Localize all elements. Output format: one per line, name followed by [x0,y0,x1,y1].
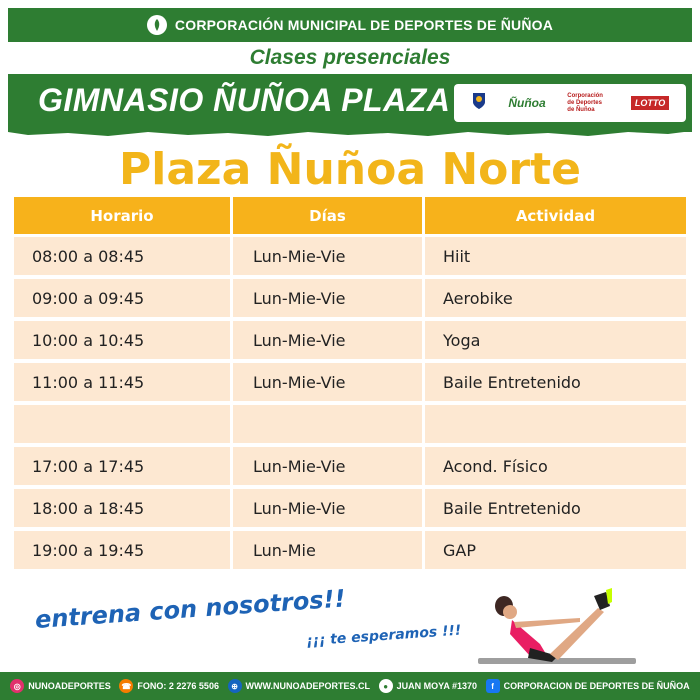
website-contact[interactable] [228,679,371,693]
cell-dias: Lun-Mie-Vie [233,279,422,317]
gym-banner [8,74,692,132]
place-title: Plaza Ñuñoa Norte [119,144,581,195]
phone-contact[interactable] [119,679,219,693]
exercise-woman-illustration [470,582,640,672]
organization-logo-icon [147,15,167,35]
contact-bar [0,672,700,700]
table-row [14,321,686,359]
instagram-handle: NUNOADEPORTES [28,681,111,691]
promo-headline: entrena con nosotros!! [34,584,347,634]
cell-horario: 17:00 a 17:45 [14,447,230,485]
promo-subline: ¡¡¡ te esperamos !!! [305,622,462,650]
table-row [14,279,686,317]
cell-dias [233,405,422,443]
cell-dias: Lun-Mie [233,531,422,569]
cell-horario: 10:00 a 10:45 [14,321,230,359]
subtitle-bar [8,42,692,74]
lotto-logo: LOTTO [631,96,669,110]
cell-actividad: Baile Entretenido [425,363,686,401]
cell-horario: 08:00 a 08:45 [14,237,230,275]
header-horario: Horario [14,197,230,234]
table-row [14,489,686,527]
table-row [14,237,686,275]
cell-dias: Lun-Mie-Vie [233,447,422,485]
sponsor-logos [454,84,686,122]
cell-actividad: Aerobike [425,279,686,317]
cell-actividad: Acond. Físico [425,447,686,485]
location-pin-icon: ● [379,679,393,693]
subtitle: Clases presenciales [249,46,451,69]
cell-actividad: Baile Entretenido [425,489,686,527]
address-text: JUAN MOYA #1370 [396,681,478,691]
facebook-contact[interactable] [486,679,690,693]
instagram-icon: ◎ [10,679,24,693]
cell-dias: Lun-Mie-Vie [233,321,422,359]
cell-horario: 09:00 a 09:45 [14,279,230,317]
cell-actividad: GAP [425,531,686,569]
website-url: WWW.NUNOADEPORTES.CL [245,681,371,691]
cell-horario [14,405,230,443]
header-dias: Días [233,197,422,234]
address-contact[interactable] [379,679,477,693]
nunoa-logo: Ñuñoa [508,96,546,110]
phone-number: FONO: 2 2276 5506 [137,681,219,691]
corporacion-logo: Corporación de Deportes de Ñuñoa [567,92,603,113]
organization-bar [8,8,692,42]
cell-dias: Lun-Mie-Vie [233,363,422,401]
facebook-page: CORPORACION DE DEPORTES DE ÑUÑOA [503,681,690,691]
header-actividad: Actividad [425,197,686,234]
cell-horario: 18:00 a 18:45 [14,489,230,527]
cell-actividad [425,405,686,443]
facebook-icon: f [486,679,500,693]
gym-title: GIMNASIO ÑUÑOA PLAZA [38,82,451,118]
municipal-crest-icon [471,91,487,115]
schedule-table [14,197,686,573]
table-row [14,363,686,401]
instagram-contact[interactable] [10,679,111,693]
cell-horario: 19:00 a 19:45 [14,531,230,569]
table-header-row [14,197,686,234]
globe-icon: ⊕ [228,679,242,693]
organization-name: CORPORACIÓN MUNICIPAL DE DEPORTES DE ÑUÑOA [174,17,554,33]
cell-dias: Lun-Mie-Vie [233,489,422,527]
brush-stroke-divider [8,128,692,138]
table-row [14,531,686,569]
cell-horario: 11:00 a 11:45 [14,363,230,401]
cell-actividad: Yoga [425,321,686,359]
table-row-empty [14,405,686,443]
table-row [14,447,686,485]
phone-icon: ☎ [119,679,133,693]
cell-actividad: Hiit [425,237,686,275]
cell-dias: Lun-Mie-Vie [233,237,422,275]
